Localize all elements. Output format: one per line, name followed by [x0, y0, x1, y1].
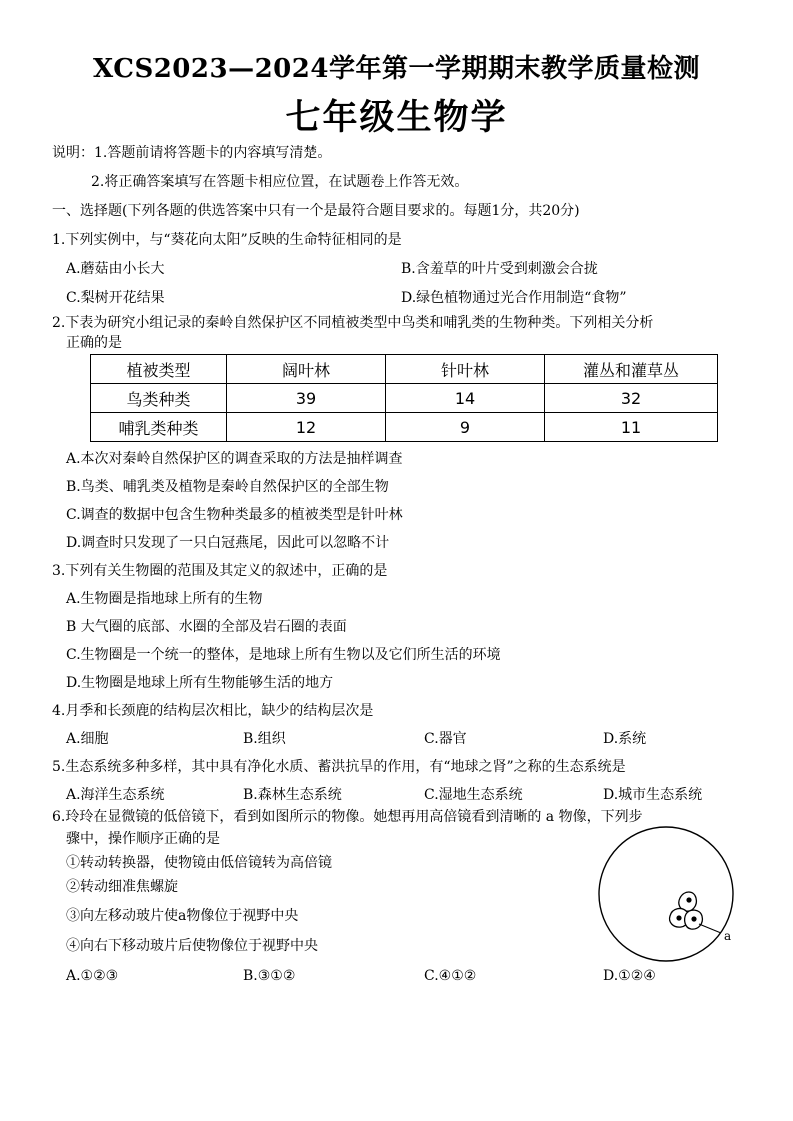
table-cell: 39 — [227, 384, 386, 413]
q3-option-a: A.生物圈是指地球上所有的生物 — [66, 591, 263, 607]
table-row — [91, 384, 718, 413]
q6-option-d: D.①②④ — [603, 968, 656, 984]
table-cell: 11 — [545, 413, 718, 442]
table-cell: 鸟类种类 — [91, 384, 227, 413]
q1-stem: 1.下列实例中，与“葵花向太阳”反映的生命特征相同的是 — [52, 232, 402, 248]
q5-stem: 5.生态系统多种多样，其中具有净化水质、蓄洪抗旱的作用，有“地球之肾”之称的生态系统是 — [52, 759, 626, 775]
q1-option-b: B.含羞草的叶片受到刺激会合拢 — [401, 261, 598, 277]
q6-step-1: ①转动转换器，使物镜由低倍镜转为高倍镜 — [66, 855, 332, 871]
table-cell: 14 — [386, 384, 545, 413]
q2-stem-cont: 正确的是 — [66, 335, 122, 351]
figure-label-a: a — [724, 929, 732, 943]
cell-cluster — [670, 892, 703, 929]
table-cell: 12 — [227, 413, 386, 442]
exam-title: XCS2023—2024学年第一学期期末教学质量检测 — [93, 54, 700, 84]
q5-option-b: B.森林生态系统 — [243, 787, 342, 803]
q6-option-b: B.③①② — [243, 968, 296, 984]
q6-step-4: ④向右下移动玻片后使物像位于视野中央 — [66, 938, 318, 954]
section-heading: 一、选择题(下列各题的供选答案中只有一个是最符合题目要求的。每题1分，共20分) — [52, 203, 580, 219]
q5-option-a: A.海洋生态系统 — [66, 787, 165, 803]
q4-option-d: D.系统 — [603, 731, 647, 747]
table-header-cell: 植被类型 — [91, 355, 227, 384]
q5-option-d: D.城市生态系统 — [603, 787, 703, 803]
q5-option-c: C.湿地生态系统 — [424, 787, 523, 803]
field-of-view-circle — [599, 827, 733, 961]
q6-step-3: ③向左移动玻片使a物像位于视野中央 — [66, 908, 299, 924]
table-row — [91, 413, 718, 442]
q3-stem: 3.下列有关生物圈的范围及其定义的叙述中，正确的是 — [52, 563, 388, 579]
table-header-row — [91, 355, 718, 384]
instruction-1: 说明：1.答题前请将答题卡的内容填写清楚。 — [52, 145, 332, 161]
q4-option-a: A.细胞 — [66, 731, 109, 747]
table-cell: 哺乳类种类 — [91, 413, 227, 442]
q3-option-d: D.生物圈是地球上所有生物能够生活的地方 — [66, 675, 334, 691]
q3-option-b: B 大气圈的底部、水圈的全部及岩石圈的表面 — [66, 619, 347, 635]
nucleus — [686, 897, 691, 902]
q2-option-d: D.调查时只发现了一只白冠燕尾，因此可以忽略不计 — [66, 535, 390, 551]
table-cell: 9 — [386, 413, 545, 442]
q2-stem: 2.下表为研究小组记录的秦岭自然保护区不同植被类型中鸟类和哺乳类的生物种类。下列相关分析 — [52, 315, 654, 331]
table-header-cell: 针叶林 — [386, 355, 545, 384]
q4-stem: 4.月季和长颈鹿的结构层次相比，缺少的结构层次是 — [52, 703, 374, 719]
q6-option-c: C.④①② — [424, 968, 477, 984]
q4-option-b: B.组织 — [243, 731, 286, 747]
q6-stem-cont: 骤中，操作顺序正确的是 — [66, 831, 220, 847]
nucleus — [676, 915, 681, 920]
q4-option-c: C.器官 — [424, 731, 467, 747]
q3-option-c: C.生物圈是一个统一的整体，是地球上所有生物以及它们所生活的环境 — [66, 647, 501, 663]
table-header-cell: 灌丛和灌草丛 — [545, 355, 718, 384]
q2-option-a: A.本次对秦岭自然保护区的调查采取的方法是抽样调查 — [66, 451, 403, 467]
exam-subject: 七年级生物学 — [285, 97, 508, 138]
q2-option-b: B.鸟类、哺乳类及植物是秦岭自然保护区的全部生物 — [66, 479, 389, 495]
q2-option-c: C.调查的数据中包含生物种类最多的植被类型是针叶林 — [66, 507, 403, 523]
q6-step-2: ②转动细准焦螺旋 — [66, 879, 178, 895]
nucleus — [691, 916, 696, 921]
q6-option-a: A.①②③ — [66, 968, 119, 984]
q1-option-c: C.梨树开花结果 — [66, 290, 165, 306]
table-header-cell: 阔叶林 — [227, 355, 386, 384]
q1-option-d: D.绿色植物通过光合作用制造“食物” — [401, 290, 627, 306]
q6-stem: 6.玲玲在显微镜的低倍镜下，看到如图所示的物像。她想再用高倍镜看到清晰的 a 物像，下列步 — [52, 809, 643, 825]
instruction-2: 2.将正确答案填写在答题卡相应位置，在试题卷上作答无效。 — [91, 174, 469, 190]
table-cell: 32 — [545, 384, 718, 413]
species-table — [90, 354, 718, 442]
label-leader-line — [699, 924, 721, 933]
microscope-view-figure — [596, 824, 760, 988]
q1-option-a: A.蘑菇由小长大 — [66, 261, 165, 277]
